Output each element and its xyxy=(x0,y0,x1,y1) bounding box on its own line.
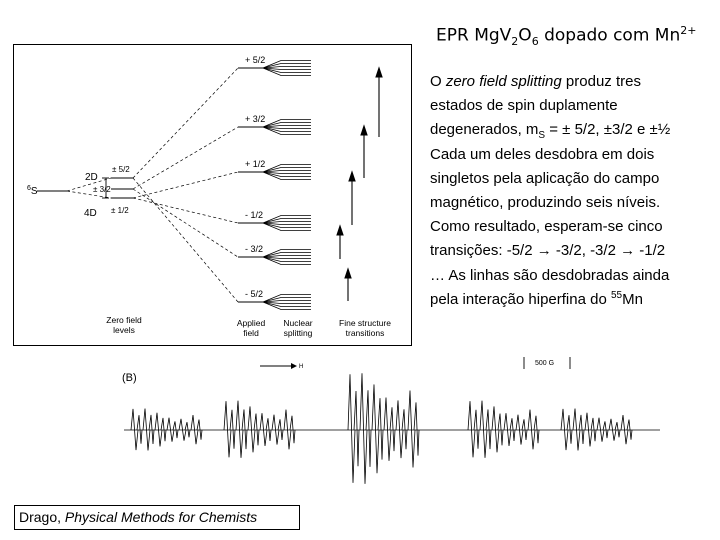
label-4d: 4D xyxy=(84,208,97,219)
scale-label: 500 G xyxy=(535,360,555,367)
level-label-minus-1-2: - 1/2 xyxy=(245,210,264,220)
text-line-7: Como resultado, esperam-se cinco xyxy=(430,218,663,236)
col-label-nuclear: Nuclear xyxy=(283,318,313,328)
text-line-2: estados de spin duplamente xyxy=(430,97,618,115)
level-label-plus-5-2: + 5/2 xyxy=(245,55,266,65)
source-caption: Drago, Physical Methods for Chemists xyxy=(14,505,300,530)
slide-title: EPR $MgV_2O_6$ dopado com $Mn^{2+}$ xyxy=(436,24,697,49)
spectrum-trace xyxy=(124,373,660,484)
text-line-6: magnético, produzindo seis níveis. xyxy=(430,194,661,212)
level-label-plus-3-2: + 3/2 xyxy=(245,114,266,124)
level-label-minus-3-2: - 3/2 xyxy=(245,244,264,254)
text-line-4: Cada um deles desdobra em dois xyxy=(430,145,655,163)
energy-level-diagram xyxy=(13,44,412,346)
col-label-transitions: transitions xyxy=(345,328,385,338)
spectrum-panel-label: (B) xyxy=(122,372,137,384)
label-zf-bottom: ± 1/2 xyxy=(111,206,129,215)
text-line-3: degenerados, $m_S$ = ± 5/2, ±3/2 e ±½ xyxy=(430,121,671,142)
text-line-1: O zero field splitting produz tres xyxy=(430,73,641,90)
explanation-paragraph xyxy=(430,70,716,312)
col-label-fine-structure: Fine structure xyxy=(339,318,391,328)
text-line-8: transições: -5/2 → -3/2, -3/2 → -1/2 xyxy=(430,242,666,260)
label-zf-top: ± 5/2 xyxy=(112,165,130,174)
label-zf-mid: ± 3/2 xyxy=(93,185,111,194)
label-2d: 2D xyxy=(85,172,98,183)
col-label-levels: levels xyxy=(113,325,135,335)
col-label-splitting: splitting xyxy=(283,328,313,338)
field-label: H xyxy=(299,364,304,370)
col-label-field: field xyxy=(243,328,259,338)
text-line-9: … As linhas são desdobradas ainda xyxy=(430,266,670,284)
level-label-plus-1-2: + 1/2 xyxy=(245,159,266,169)
col-label-zero-field: Zero field xyxy=(106,315,142,325)
level-label-minus-5-2: - 5/2 xyxy=(245,289,264,299)
epr-spectrum xyxy=(110,355,670,505)
col-label-applied: Applied xyxy=(236,318,266,328)
text-line-10: pela interação hiperfina do $^{55}$Mn xyxy=(430,289,643,308)
state-label: $^6$S xyxy=(27,185,38,197)
text-line-5: singletos pela aplicação do campo xyxy=(430,169,660,187)
